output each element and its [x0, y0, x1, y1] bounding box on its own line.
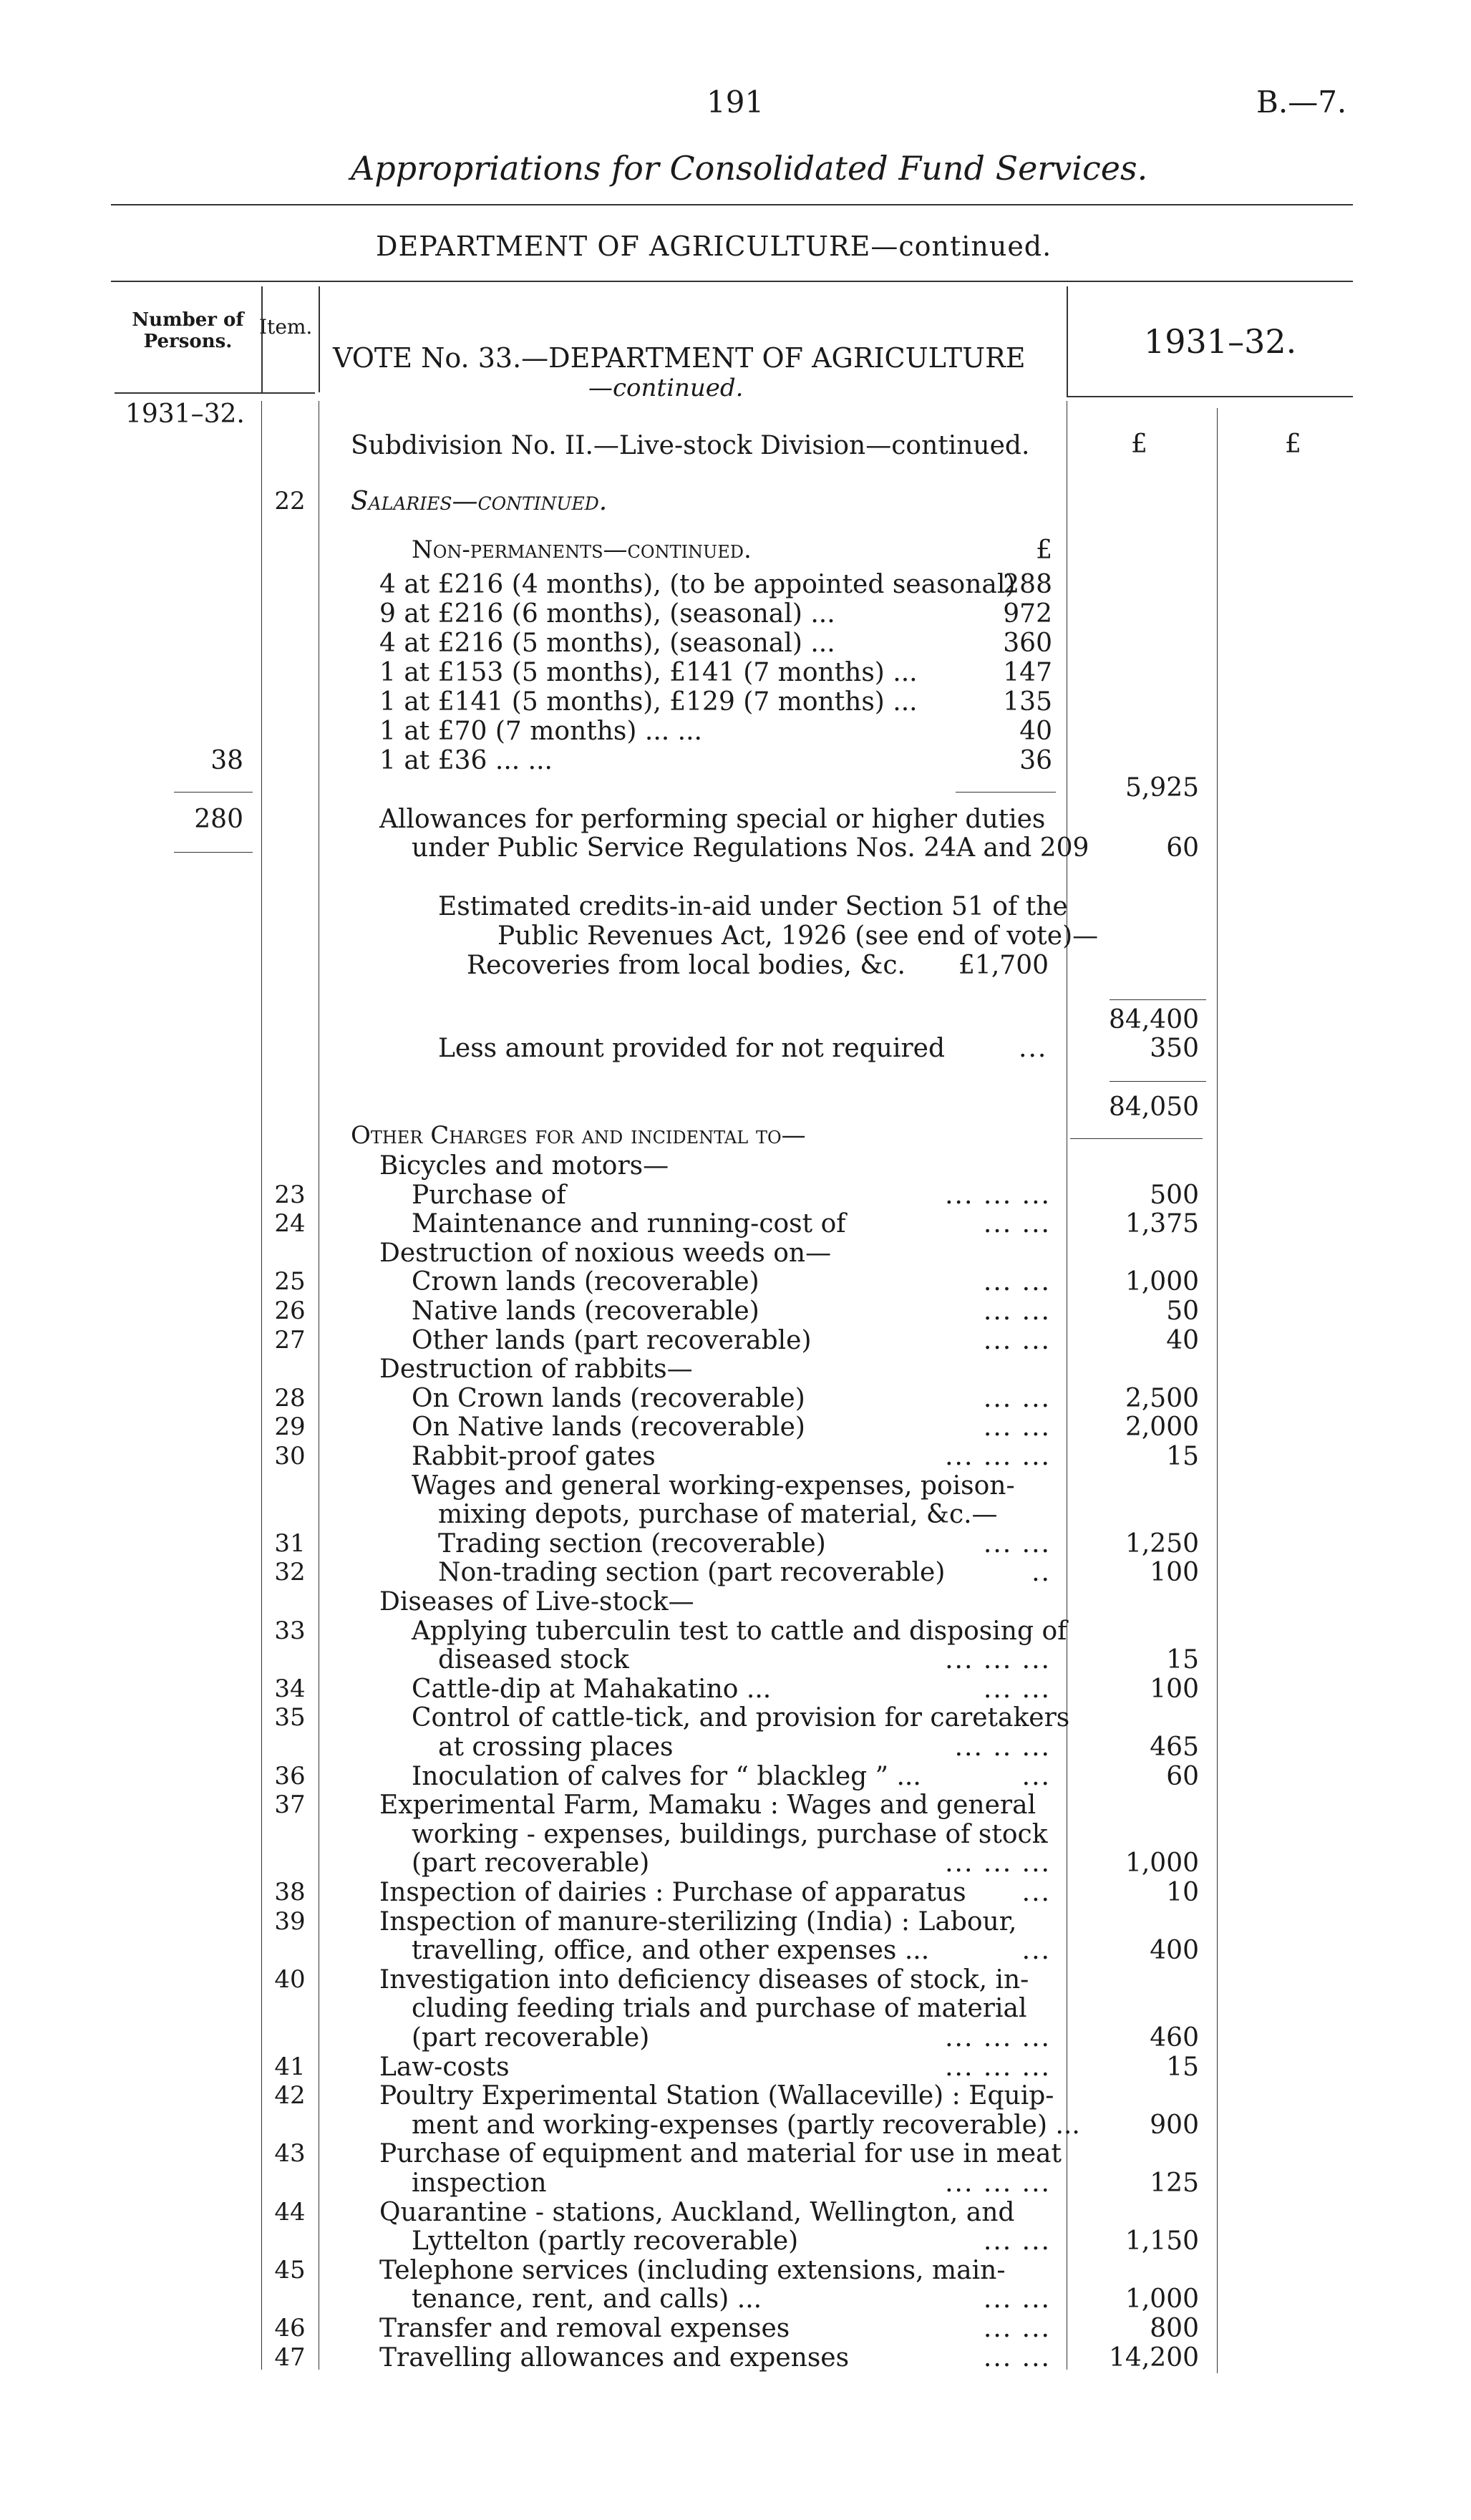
charge-label: Wages and general working-expenses, poison- — [412, 1471, 1015, 1501]
charge-leader-dots: ... ... ... — [945, 1442, 1051, 1471]
persons-item-divider-header — [261, 286, 263, 392]
charge-label: Diseases of Live-stock— — [379, 1587, 694, 1617]
charge-label: Rabbit-proof gates — [412, 1442, 656, 1471]
charge-item-number: 38 — [274, 1878, 306, 1906]
less-provided-dots: ... — [1019, 1034, 1048, 1063]
charge-leader-dots: ... ... — [983, 1412, 1051, 1442]
charge-amount: 40 — [1166, 1326, 1199, 1355]
charge-leader-dots: ... ... — [983, 1529, 1051, 1559]
charge-amount: 500 — [1150, 1181, 1199, 1210]
credits-line-3: Recoveries from local bodies, &c. — [467, 951, 906, 980]
charge-amount: 15 — [1166, 1442, 1199, 1471]
charge-leader-dots: ... ... — [983, 1326, 1051, 1355]
salary-row-label: 1 at £70 (7 months) ... ... — [379, 717, 702, 746]
charge-label: inspection — [412, 2168, 547, 2198]
persons-column-header: Number of Persons. — [132, 309, 244, 352]
charge-leader-dots: ... ... — [983, 2226, 1051, 2256]
charge-amount: 400 — [1150, 1936, 1199, 1965]
charge-item-number: 33 — [274, 1617, 306, 1645]
charge-item-number: 29 — [274, 1412, 306, 1441]
charge-label: ment and working-expenses (partly recoverable) ... — [412, 2110, 1080, 2140]
charge-label: On Native lands (recoverable) — [412, 1412, 805, 1442]
charge-item-number: 34 — [274, 1675, 306, 1703]
charge-item-number: 35 — [274, 1703, 306, 1732]
charge-label: Poultry Experimental Station (Wallaceville) : Equip- — [379, 2081, 1054, 2110]
item-header-rule — [263, 392, 315, 394]
charge-amount: 465 — [1150, 1732, 1199, 1762]
charge-leader-dots: .. — [1031, 1558, 1051, 1587]
item-desc-divider-header — [319, 286, 320, 392]
allowances-line-1: Allowances for performing special or higher duties — [379, 805, 1046, 834]
charge-item-number: 41 — [274, 2053, 306, 2081]
charge-label: Native lands (recoverable) — [412, 1297, 759, 1326]
salaries-pound-symbol: £ — [1036, 536, 1052, 565]
charge-amount: 1,375 — [1125, 1209, 1199, 1239]
charge-label: Other lands (part recoverable) — [412, 1326, 812, 1355]
charge-label: Applying tuberculin test to cattle and disposing of — [412, 1617, 1067, 1646]
charge-item-number: 44 — [274, 2198, 306, 2226]
charge-amount: 10 — [1166, 1878, 1199, 1907]
charge-item-number: 36 — [274, 1762, 306, 1790]
charge-label: Maintenance and running-cost of — [412, 1209, 846, 1239]
charge-leader-dots: ... ... ... — [945, 2168, 1051, 2198]
salary-row-amount: 40 — [1019, 717, 1052, 746]
net-total-rule — [1070, 1138, 1203, 1139]
charge-amount: 125 — [1150, 2168, 1199, 2198]
charge-label: Destruction of rabbits— — [379, 1354, 693, 1384]
persons-total: 280 — [194, 805, 243, 834]
charge-label: working - expenses, buildings, purchase of stock — [412, 1820, 1048, 1849]
charge-item-number: 25 — [274, 1267, 306, 1296]
charge-amount: 2,500 — [1125, 1384, 1199, 1413]
non-permanents-subheading: Non-permanents—continued. — [412, 536, 752, 564]
persons-year-label: 1931–32. — [125, 399, 245, 429]
charge-leader-dots: ... ... — [983, 2314, 1051, 2343]
charge-label: (part recoverable) — [412, 1848, 650, 1878]
salary-row-label: 4 at £216 (4 months), (to be appointed seasonal) — [379, 570, 1016, 599]
persons-header-rule — [115, 392, 263, 394]
charge-label: at crossing places — [438, 1732, 674, 1762]
charge-amount: 50 — [1166, 1297, 1199, 1326]
charge-amount: 100 — [1150, 1558, 1199, 1587]
charge-label: Purchase of equipment and material for use in meat — [379, 2139, 1062, 2168]
charge-leader-dots: ... ... — [983, 1267, 1051, 1297]
item-column-header: Item. — [259, 315, 313, 339]
charge-item-number: 31 — [274, 1529, 306, 1558]
charge-leader-dots: ... ... — [983, 1675, 1051, 1704]
vote-title-continued: —continued. — [588, 374, 744, 402]
charge-label: Telephone services (including extensions, main- — [379, 2256, 1006, 2285]
charge-item-number: 43 — [274, 2139, 306, 2168]
other-charges-heading: Other Charges for and incidental to— — [351, 1121, 806, 1150]
salary-row-label: 1 at £153 (5 months), £141 (7 months) ... — [379, 658, 918, 687]
charge-leader-dots: ... ... — [983, 1384, 1051, 1413]
document-reference: B.—7. — [1256, 84, 1347, 120]
salaries-total: 5,925 — [1125, 773, 1199, 803]
desc-amount-divider-header — [1067, 286, 1068, 396]
charge-item-number: 27 — [274, 1326, 306, 1354]
charge-label: Cattle-dip at Mahakatino ... — [412, 1675, 772, 1704]
charge-label: Lyttelton (partly recoverable) — [412, 2226, 799, 2256]
charge-item-number: 39 — [274, 1907, 306, 1936]
charge-label: Trading section (recoverable) — [438, 1529, 826, 1559]
charge-label: Experimental Farm, Mamaku : Wages and general — [379, 1790, 1037, 1820]
charge-item-number: 24 — [274, 1209, 306, 1238]
salary-row-label: 4 at £216 (5 months), (seasonal) ... — [379, 629, 835, 658]
salary-row-amount: 288 — [1003, 570, 1052, 599]
charge-leader-dots: ... — [1021, 1936, 1051, 1965]
charge-amount: 2,000 — [1125, 1412, 1199, 1442]
charge-amount: 1,000 — [1125, 1267, 1199, 1297]
salary-row-amount: 147 — [1003, 658, 1052, 687]
charge-label: On Crown lands (recoverable) — [412, 1384, 805, 1413]
charge-label: Control of cattle-tick, and provision for caretakers — [412, 1703, 1070, 1732]
charge-amount: 460 — [1150, 2023, 1199, 2053]
charge-leader-dots: ... ... — [983, 1209, 1051, 1239]
allowances-line-2: under Public Service Regulations Nos. 24A and 209 — [412, 833, 1089, 863]
header-rule — [111, 281, 1353, 282]
charge-label: Inoculation of calves for “ blackleg ” ... — [412, 1762, 921, 1791]
charge-leader-dots: ... ... — [983, 1297, 1051, 1326]
page-number: 191 — [707, 84, 764, 120]
persons-rule — [174, 792, 253, 793]
allowances-amount: 60 — [1166, 833, 1199, 863]
charge-leader-dots: ... ... ... — [945, 1645, 1051, 1675]
persons-total-rule — [174, 852, 253, 853]
charge-amount: 900 — [1150, 2110, 1199, 2140]
currency-symbol-1: £ — [1131, 430, 1147, 459]
salary-row-amount: 36 — [1019, 746, 1052, 775]
charge-leader-dots: ... .. ... — [954, 1732, 1051, 1762]
title-rule — [111, 204, 1353, 205]
charge-label: Non-trading section (part recoverable) — [438, 1558, 946, 1587]
charge-amount: 1,250 — [1125, 1529, 1199, 1559]
currency-symbol-2: £ — [1285, 430, 1301, 459]
salaries-heading: Salaries—continued. — [351, 487, 608, 516]
charge-leader-dots: ... — [1021, 1878, 1051, 1907]
charge-amount: 14,200 — [1109, 2343, 1199, 2373]
charge-amount: 1,000 — [1125, 1848, 1199, 1878]
charge-label: Destruction of noxious weeds on— — [379, 1239, 832, 1268]
less-provided-amount: 350 — [1150, 1034, 1199, 1063]
charge-item-number: 46 — [274, 2314, 306, 2342]
persons-count: 38 — [210, 746, 243, 775]
salary-row-amount: 972 — [1003, 599, 1052, 629]
salary-row-label: 9 at £216 (6 months), (seasonal) ... — [379, 599, 835, 629]
charge-label: Bicycles and motors— — [379, 1151, 669, 1181]
charge-item-number: 28 — [274, 1384, 306, 1412]
salary-row-amount: 360 — [1003, 629, 1052, 658]
charge-label: Travelling allowances and expenses — [379, 2343, 850, 2373]
charge-label: Quarantine - stations, Auckland, Wellington, and — [379, 2198, 1015, 2227]
charge-label: tenance, rent, and calls) ... — [412, 2284, 762, 2314]
charge-item-number: 30 — [274, 1442, 306, 1470]
amount-amount-divider — [1217, 408, 1218, 2373]
charge-leader-dots: ... ... — [983, 2343, 1051, 2373]
charge-label: Transfer and removal expenses — [379, 2314, 790, 2343]
charge-leader-dots: ... ... ... — [945, 1848, 1051, 1878]
salaries-sum-rule — [956, 792, 1056, 793]
subdivision-heading: Subdivision No. II.—Live-stock Division—continued. — [351, 431, 1030, 460]
salary-row-label: 1 at £141 (5 months), £129 (7 months) ... — [379, 687, 918, 717]
charge-item-number: 23 — [274, 1181, 306, 1209]
charge-amount: 800 — [1150, 2314, 1199, 2343]
charge-item-number: 45 — [274, 2256, 306, 2284]
less-provided-label: Less amount provided for not required — [438, 1034, 946, 1063]
net-sum-rule — [1110, 1081, 1206, 1082]
charge-label: Purchase of — [412, 1181, 566, 1210]
credits-line-2: Public Revenues Act, 1926 (see end of vote)— — [497, 921, 1099, 951]
charge-label: Inspection of dairies : Purchase of apparatus — [379, 1878, 966, 1907]
credits-line-1: Estimated credits-in-aid under Section 51 of the — [438, 892, 1068, 921]
charge-label: Crown lands (recoverable) — [412, 1267, 759, 1297]
gross-total: 84,400 — [1109, 1005, 1199, 1034]
charge-leader-dots: ... ... ... — [945, 1181, 1051, 1210]
item-number: 22 — [274, 487, 306, 515]
charge-label: Inspection of manure-sterilizing (India) : Labour, — [379, 1907, 1017, 1937]
charge-item-number: 47 — [274, 2343, 306, 2372]
year-header-rule — [1067, 396, 1353, 397]
charge-amount: 1,000 — [1125, 2284, 1199, 2314]
charge-item-number: 26 — [274, 1297, 306, 1325]
charge-item-number: 40 — [274, 1965, 306, 1994]
gross-sum-rule — [1110, 999, 1206, 1000]
year-column-header: 1931–32. — [1144, 322, 1297, 361]
charge-label: travelling, office, and other expenses ... — [412, 1936, 930, 1965]
charge-leader-dots: ... ... ... — [945, 2053, 1051, 2082]
credits-amount: £1,700 — [958, 951, 1049, 980]
charge-amount: 15 — [1166, 2053, 1199, 2082]
charge-amount: 60 — [1166, 1762, 1199, 1791]
vote-title: VOTE No. 33.—DEPARTMENT OF AGRICULTURE — [333, 342, 1026, 374]
charge-item-number: 37 — [274, 1790, 306, 1819]
department-heading: DEPARTMENT OF AGRICULTURE—continued. — [376, 231, 1052, 262]
charge-amount: 1,150 — [1125, 2226, 1199, 2256]
charge-item-number: 32 — [274, 1558, 306, 1586]
charge-item-number: 42 — [274, 2081, 306, 2110]
salary-row-amount: 135 — [1003, 687, 1052, 717]
charge-leader-dots: ... ... — [983, 2284, 1051, 2314]
charge-label: mixing depots, purchase of material, &c.— — [438, 1500, 998, 1529]
charge-label: Law-costs — [379, 2053, 510, 2082]
charge-amount: 100 — [1150, 1675, 1199, 1704]
charge-leader-dots: ... — [1021, 1762, 1051, 1791]
charge-amount: 15 — [1166, 1645, 1199, 1675]
net-total: 84,050 — [1109, 1092, 1199, 1122]
charge-leader-dots: ... ... ... — [945, 2023, 1051, 2053]
charge-label: (part recoverable) — [412, 2023, 650, 2053]
page-title: Appropriations for Consolidated Fund Services. — [351, 149, 1148, 188]
salary-row-label: 1 at £36 ... ... — [379, 746, 553, 775]
charge-label: cluding feeding trials and purchase of material — [412, 1994, 1027, 2023]
charge-label: diseased stock — [438, 1645, 629, 1675]
charge-label: Investigation into deficiency diseases of stock, in- — [379, 1965, 1029, 1995]
